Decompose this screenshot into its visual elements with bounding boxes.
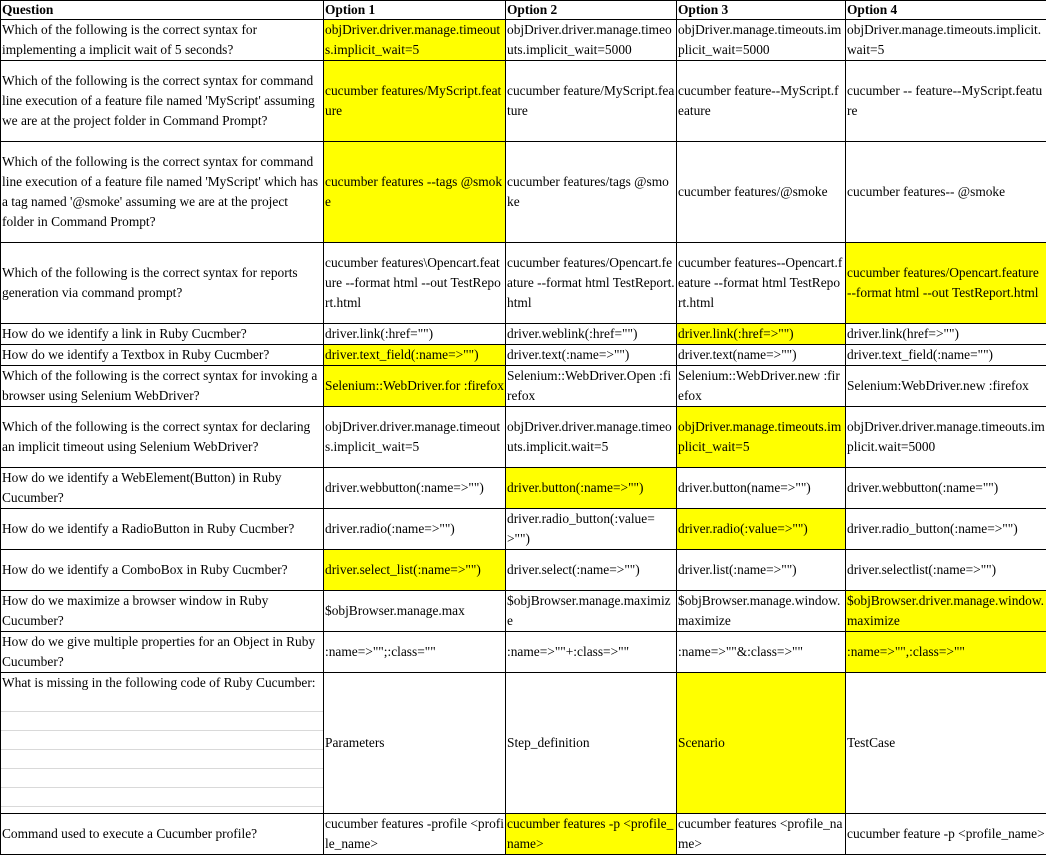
question-row-5 bbox=[1, 324, 1046, 345]
option-cell-4[interactable]: Selenium:WebDriver.new :firefox bbox=[846, 366, 1046, 407]
option-cell-4[interactable]: driver.link(href=>"") bbox=[846, 324, 1046, 345]
question-row-10 bbox=[1, 509, 1046, 550]
option-cell-1[interactable]: driver.radio(:name=>"") bbox=[324, 509, 506, 550]
option-cell-1[interactable]: cucumber features --tags @smoke bbox=[324, 142, 506, 243]
option-cell-4[interactable]: cucumber -- feature--MyScript.feature bbox=[846, 61, 1046, 142]
option-cell-4[interactable]: objDriver.manage.timeouts.implicit.wait=5 bbox=[846, 20, 1046, 61]
question-cell[interactable]: Which of the following is the correct syntax for reports generation via command prompt? bbox=[1, 243, 324, 324]
question-row-15 bbox=[1, 814, 1046, 855]
option-cell-2[interactable]: cucumber features/Opencart.feature --format html TestReport.html bbox=[506, 243, 677, 324]
option-cell-2[interactable]: objDriver.driver.manage.timeouts.implicit_wait=5000 bbox=[506, 20, 677, 61]
question-cell[interactable]: Which of the following is the correct syntax for command line execution of a feature file named 'MyScript' assuming we are at the project folder in Command Prompt? bbox=[1, 61, 324, 142]
header-row bbox=[1, 1, 1046, 20]
option-cell-4[interactable]: $objBrowser.driver.manage.window.maximize bbox=[846, 591, 1046, 632]
option-cell-4[interactable]: driver.text_field(:name="") bbox=[846, 345, 1046, 366]
question-row-8 bbox=[1, 407, 1046, 468]
option-cell-3[interactable]: cucumber features--Opencart.feature --format html TestReport.html bbox=[677, 243, 846, 324]
question-cell[interactable]: Command used to execute a Cucumber profile? bbox=[1, 814, 324, 855]
question-cell[interactable]: Which of the following is the correct syntax for command line execution of a feature file named 'MyScript' which has a tag named '@smoke' assuming we are at the project folder in Command Prompt? bbox=[1, 142, 324, 243]
question-cell[interactable]: Which of the following is the correct syntax for declaring an implicit timeout using Selenium WebDriver? bbox=[1, 407, 324, 468]
option-cell-2[interactable]: Selenium::WebDriver.Open :firefox bbox=[506, 366, 677, 407]
question-row-9 bbox=[1, 468, 1046, 509]
option-cell-3[interactable]: cucumber feature--MyScript.feature bbox=[677, 61, 846, 142]
option-cell-4[interactable]: :name=>"",:class=>"" bbox=[846, 632, 1046, 673]
option-cell-1[interactable]: :name=>"";:class="" bbox=[324, 632, 506, 673]
option-cell-2[interactable]: Step_definition bbox=[506, 673, 677, 814]
option-cell-2[interactable]: :name=>""+:class=>"" bbox=[506, 632, 677, 673]
header-option-1[interactable]: Option 1 bbox=[324, 1, 506, 20]
option-cell-4[interactable]: cucumber features/Opencart.feature --format html --out TestReport.html bbox=[846, 243, 1046, 324]
header-question[interactable]: Question bbox=[1, 1, 324, 20]
question-cell[interactable]: How do we identify a WebElement(Button) in Ruby Cucumber? bbox=[1, 468, 324, 509]
question-row-3 bbox=[1, 142, 1046, 243]
question-row-2 bbox=[1, 61, 1046, 142]
option-cell-1[interactable]: Selenium::WebDriver.for :firefox bbox=[324, 366, 506, 407]
question-cell[interactable] bbox=[1, 673, 324, 814]
option-cell-2[interactable]: cucumber features -p <profile_name> bbox=[506, 814, 677, 855]
question-text: What is missing in the following code of Ruby Cucumber: bbox=[2, 675, 316, 690]
option-cell-2[interactable]: objDriver.driver.manage.timeouts.implicit.wait=5 bbox=[506, 407, 677, 468]
question-cell[interactable]: How do we identify a link in Ruby Cucmber? bbox=[1, 324, 324, 345]
option-cell-3[interactable]: cucumber features/@smoke bbox=[677, 142, 846, 243]
option-cell-4[interactable]: driver.radio_button(:name=>"") bbox=[846, 509, 1046, 550]
option-cell-1[interactable]: driver.link(:href="") bbox=[324, 324, 506, 345]
option-cell-2[interactable]: driver.radio_button(:value=>"") bbox=[506, 509, 677, 550]
option-cell-4[interactable]: cucumber features-- @smoke bbox=[846, 142, 1046, 243]
option-cell-2[interactable]: driver.select(:name=>"") bbox=[506, 550, 677, 591]
option-cell-1[interactable]: objDriver.driver.manage.timeouts.implicit_wait=5 bbox=[324, 20, 506, 61]
question-row-1 bbox=[1, 20, 1046, 61]
option-cell-4[interactable]: driver.webbutton(:name="") bbox=[846, 468, 1046, 509]
question-row-11 bbox=[1, 550, 1046, 591]
option-cell-4[interactable]: TestCase bbox=[846, 673, 1046, 814]
option-cell-3[interactable]: cucumber features <profile_name> bbox=[677, 814, 846, 855]
code-snippet-area bbox=[1, 693, 323, 807]
option-cell-1[interactable]: cucumber features\Opencart.feature --format html --out TestReport.html bbox=[324, 243, 506, 324]
option-cell-3[interactable]: objDriver.manage.timeouts.implicit_wait=5 bbox=[677, 407, 846, 468]
option-cell-3[interactable]: driver.link(:href=>"") bbox=[677, 324, 846, 345]
option-cell-2[interactable]: driver.button(:name=>"") bbox=[506, 468, 677, 509]
option-cell-3[interactable]: Selenium::WebDriver.new :firefox bbox=[677, 366, 846, 407]
option-cell-3[interactable]: :name=>""&:class=>"" bbox=[677, 632, 846, 673]
option-cell-1[interactable]: driver.select_list(:name=>"") bbox=[324, 550, 506, 591]
option-cell-2[interactable]: driver.text(:name=>"") bbox=[506, 345, 677, 366]
option-cell-1[interactable]: cucumber features -profile <profile_name> bbox=[324, 814, 506, 855]
option-cell-3[interactable]: driver.button(name=>"") bbox=[677, 468, 846, 509]
option-cell-1[interactable]: objDriver.driver.manage.timeouts.implicit_wait=5 bbox=[324, 407, 506, 468]
question-cell[interactable]: Which of the following is the correct syntax for invoking a browser using Selenium WebDriver? bbox=[1, 366, 324, 407]
option-cell-3[interactable]: Scenario bbox=[677, 673, 846, 814]
question-cell[interactable]: How do we identify a ComboBox in Ruby Cucmber? bbox=[1, 550, 324, 591]
option-cell-4[interactable]: driver.selectlist(:name=>"") bbox=[846, 550, 1046, 591]
question-row-7 bbox=[1, 366, 1046, 407]
question-row-13 bbox=[1, 632, 1046, 673]
option-cell-3[interactable]: driver.list(:name=>"") bbox=[677, 550, 846, 591]
header-option-4[interactable]: Option 4 bbox=[846, 1, 1046, 20]
question-cell[interactable]: Which of the following is the correct syntax for implementing a implicit wait of 5 seconds? bbox=[1, 20, 324, 61]
option-cell-1[interactable]: cucumber features/MyScript.feature bbox=[324, 61, 506, 142]
option-cell-3[interactable]: driver.text(name=>"") bbox=[677, 345, 846, 366]
question-cell[interactable]: How do we identify a Textbox in Ruby Cucmber? bbox=[1, 345, 324, 366]
header-option-3[interactable]: Option 3 bbox=[677, 1, 846, 20]
option-cell-2[interactable]: cucumber feature/MyScript.feature bbox=[506, 61, 677, 142]
question-cell[interactable]: How do we maximize a browser window in Ruby Cucumber? bbox=[1, 591, 324, 632]
option-cell-3[interactable]: $objBrowser.manage.window.maximize bbox=[677, 591, 846, 632]
header-option-2[interactable]: Option 2 bbox=[506, 1, 677, 20]
option-cell-3[interactable]: driver.radio(:value=>"") bbox=[677, 509, 846, 550]
option-cell-2[interactable]: $objBrowser.manage.maximize bbox=[506, 591, 677, 632]
option-cell-1[interactable]: $objBrowser.manage.max bbox=[324, 591, 506, 632]
option-cell-1[interactable]: driver.webbutton(:name=>"") bbox=[324, 468, 506, 509]
question-cell[interactable]: How do we give multiple properties for an Object in Ruby Cucumber? bbox=[1, 632, 324, 673]
option-cell-4[interactable]: objDriver.driver.manage.timeouts.implicit.wait=5000 bbox=[846, 407, 1046, 468]
option-cell-2[interactable]: cucumber features/tags @smoke bbox=[506, 142, 677, 243]
question-row-12 bbox=[1, 591, 1046, 632]
option-cell-1[interactable]: driver.text_field(:name=>"") bbox=[324, 345, 506, 366]
option-cell-1[interactable]: Parameters bbox=[324, 673, 506, 814]
question-row-4 bbox=[1, 243, 1046, 324]
question-row-14 bbox=[1, 673, 1046, 814]
option-cell-4[interactable]: cucumber feature -p <profile_name> bbox=[846, 814, 1046, 855]
option-cell-2[interactable]: driver.weblink(:href="") bbox=[506, 324, 677, 345]
question-cell[interactable]: How do we identify a RadioButton in Ruby Cucmber? bbox=[1, 509, 324, 550]
question-row-6 bbox=[1, 345, 1046, 366]
option-cell-3[interactable]: objDriver.manage.timeouts.implicit_wait=5000 bbox=[677, 20, 846, 61]
